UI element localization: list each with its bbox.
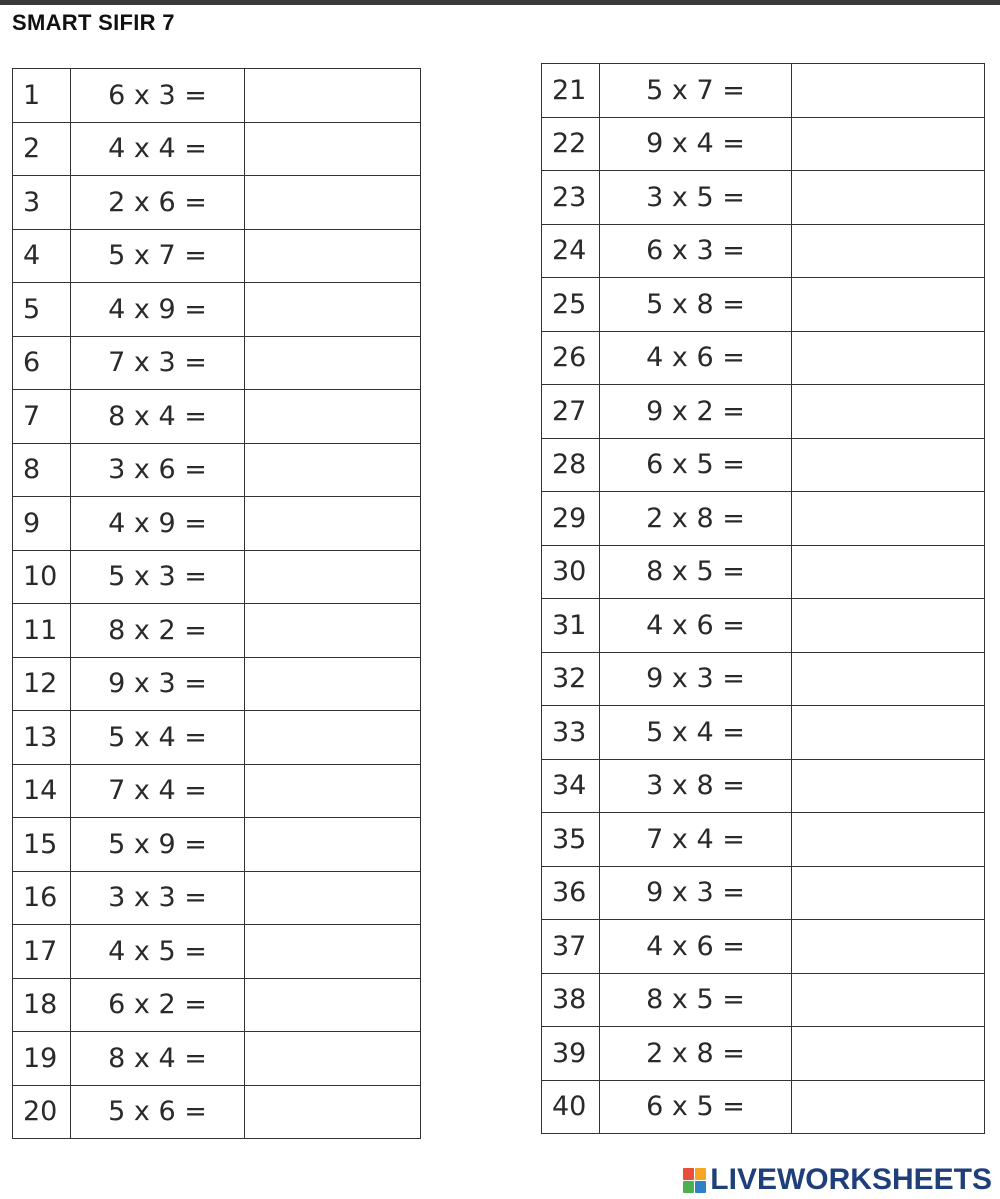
question-text: 8 x 4 =	[71, 390, 245, 444]
question-number: 7	[13, 390, 71, 444]
answer-field[interactable]	[245, 764, 421, 818]
answer-field[interactable]	[245, 69, 421, 123]
question-number: 8	[13, 443, 71, 497]
answer-field[interactable]	[792, 545, 985, 599]
worksheet-title: SMART SIFIR 7	[12, 10, 175, 35]
question-number: 9	[13, 497, 71, 551]
questions-table-left	[12, 68, 421, 1139]
top-border	[0, 0, 1000, 5]
question-text: 4 x 5 =	[71, 925, 245, 979]
question-text: 5 x 8 =	[600, 278, 792, 332]
question-text: 3 x 6 =	[71, 443, 245, 497]
question-text: 5 x 7 =	[600, 64, 792, 118]
question-text: 4 x 9 =	[71, 497, 245, 551]
question-text: 2 x 8 =	[600, 1027, 792, 1081]
question-row	[13, 176, 421, 230]
question-row	[13, 497, 421, 551]
answer-field[interactable]	[792, 652, 985, 706]
question-row	[542, 759, 985, 813]
logo-square	[695, 1181, 706, 1193]
question-text: 8 x 4 =	[71, 1032, 245, 1086]
question-row	[542, 331, 985, 385]
question-row	[542, 920, 985, 974]
question-row	[13, 390, 421, 444]
question-text: 5 x 7 =	[71, 229, 245, 283]
question-text: 5 x 4 =	[600, 706, 792, 760]
question-row	[13, 711, 421, 765]
question-number: 2	[13, 122, 71, 176]
question-number: 15	[13, 818, 71, 872]
question-text: 5 x 9 =	[71, 818, 245, 872]
question-text: 6 x 3 =	[71, 69, 245, 123]
question-row	[542, 278, 985, 332]
question-number: 12	[13, 657, 71, 711]
question-number: 37	[542, 920, 600, 974]
question-text: 3 x 8 =	[600, 759, 792, 813]
logo-square	[683, 1168, 694, 1180]
question-row	[542, 813, 985, 867]
answer-field[interactable]	[792, 64, 985, 118]
question-row	[13, 871, 421, 925]
question-number: 25	[542, 278, 600, 332]
question-row	[542, 706, 985, 760]
answer-field[interactable]	[245, 925, 421, 979]
answer-field[interactable]	[245, 871, 421, 925]
question-text: 2 x 8 =	[600, 492, 792, 546]
question-row	[542, 973, 985, 1027]
question-text: 8 x 2 =	[71, 604, 245, 658]
question-text: 4 x 6 =	[600, 599, 792, 653]
question-text: 6 x 2 =	[71, 978, 245, 1032]
question-number: 14	[13, 764, 71, 818]
question-number: 3	[13, 176, 71, 230]
question-row	[13, 550, 421, 604]
question-row	[13, 122, 421, 176]
question-number: 5	[13, 283, 71, 337]
question-number: 4	[13, 229, 71, 283]
question-row	[13, 1032, 421, 1086]
answer-field[interactable]	[245, 818, 421, 872]
answer-field[interactable]	[792, 599, 985, 653]
question-number: 18	[13, 978, 71, 1032]
question-number: 31	[542, 599, 600, 653]
question-text: 9 x 3 =	[600, 866, 792, 920]
question-row	[542, 64, 985, 118]
answer-field[interactable]	[245, 336, 421, 390]
question-number: 35	[542, 813, 600, 867]
question-number: 39	[542, 1027, 600, 1081]
question-number: 6	[13, 336, 71, 390]
answer-field[interactable]	[245, 657, 421, 711]
question-text: 6 x 3 =	[600, 224, 792, 278]
question-row	[542, 545, 985, 599]
brand-text: LIVEWORKSHEETS	[710, 1163, 992, 1196]
question-text: 7 x 3 =	[71, 336, 245, 390]
question-text: 3 x 3 =	[71, 871, 245, 925]
answer-field[interactable]	[792, 866, 985, 920]
question-number: 19	[13, 1032, 71, 1086]
question-text: 5 x 3 =	[71, 550, 245, 604]
question-number: 1	[13, 69, 71, 123]
answer-field[interactable]	[792, 224, 985, 278]
question-row	[13, 978, 421, 1032]
question-number: 16	[13, 871, 71, 925]
answer-field[interactable]	[245, 1032, 421, 1086]
answer-field[interactable]	[245, 711, 421, 765]
question-number: 40	[542, 1080, 600, 1134]
question-text: 9 x 3 =	[600, 652, 792, 706]
logo-square	[695, 1168, 706, 1180]
question-number: 32	[542, 652, 600, 706]
question-number: 17	[13, 925, 71, 979]
question-number: 27	[542, 385, 600, 439]
logo-square	[683, 1181, 694, 1193]
question-text: 4 x 6 =	[600, 331, 792, 385]
question-row	[542, 652, 985, 706]
question-text: 9 x 4 =	[600, 117, 792, 171]
question-number: 23	[542, 171, 600, 225]
question-row	[542, 171, 985, 225]
answer-field[interactable]	[245, 1085, 421, 1139]
answer-field[interactable]	[245, 443, 421, 497]
question-row	[542, 1080, 985, 1134]
question-row	[13, 443, 421, 497]
answer-field[interactable]	[792, 331, 985, 385]
answer-field[interactable]	[245, 550, 421, 604]
question-row	[13, 283, 421, 337]
question-text: 4 x 6 =	[600, 920, 792, 974]
questions-table-right	[541, 63, 985, 1134]
answer-field[interactable]	[245, 283, 421, 337]
question-text: 8 x 5 =	[600, 545, 792, 599]
answer-field[interactable]	[245, 497, 421, 551]
question-number: 38	[542, 973, 600, 1027]
answer-field[interactable]	[792, 1027, 985, 1081]
answer-field[interactable]	[792, 278, 985, 332]
answer-field[interactable]	[792, 1080, 985, 1134]
answer-field[interactable]	[792, 171, 985, 225]
question-text: 7 x 4 =	[600, 813, 792, 867]
question-row	[542, 385, 985, 439]
answer-field[interactable]	[792, 385, 985, 439]
question-row	[13, 69, 421, 123]
liveworksheets-logo-icon	[683, 1168, 706, 1193]
question-row	[542, 492, 985, 546]
question-text: 4 x 9 =	[71, 283, 245, 337]
question-number: 36	[542, 866, 600, 920]
question-row	[13, 764, 421, 818]
question-number: 11	[13, 604, 71, 658]
answer-field[interactable]	[792, 438, 985, 492]
question-number: 28	[542, 438, 600, 492]
question-number: 26	[542, 331, 600, 385]
question-number: 22	[542, 117, 600, 171]
answer-field[interactable]	[245, 122, 421, 176]
answer-field[interactable]	[792, 492, 985, 546]
question-row	[13, 818, 421, 872]
question-row	[13, 657, 421, 711]
question-text: 6 x 5 =	[600, 1080, 792, 1134]
question-number: 29	[542, 492, 600, 546]
question-text: 9 x 2 =	[600, 385, 792, 439]
liveworksheets-brand	[683, 1163, 992, 1197]
answer-field[interactable]	[245, 229, 421, 283]
question-row	[542, 866, 985, 920]
question-row	[542, 1027, 985, 1081]
question-number: 33	[542, 706, 600, 760]
question-number: 20	[13, 1085, 71, 1139]
question-text: 5 x 6 =	[71, 1085, 245, 1139]
answer-field[interactable]	[245, 176, 421, 230]
answer-field[interactable]	[245, 604, 421, 658]
answer-field[interactable]	[245, 390, 421, 444]
question-number: 24	[542, 224, 600, 278]
question-row	[542, 117, 985, 171]
question-text: 6 x 5 =	[600, 438, 792, 492]
question-row	[542, 599, 985, 653]
question-row	[13, 229, 421, 283]
question-number: 10	[13, 550, 71, 604]
question-row	[13, 925, 421, 979]
answer-field[interactable]	[245, 978, 421, 1032]
question-row	[542, 224, 985, 278]
question-row	[13, 1085, 421, 1139]
question-row	[13, 604, 421, 658]
question-text: 8 x 5 =	[600, 973, 792, 1027]
question-row	[542, 438, 985, 492]
answer-field[interactable]	[792, 973, 985, 1027]
question-text: 2 x 6 =	[71, 176, 245, 230]
answer-field[interactable]	[792, 117, 985, 171]
question-number: 30	[542, 545, 600, 599]
question-number: 34	[542, 759, 600, 813]
question-text: 3 x 5 =	[600, 171, 792, 225]
question-text: 4 x 4 =	[71, 122, 245, 176]
question-text: 9 x 3 =	[71, 657, 245, 711]
answer-field[interactable]	[792, 813, 985, 867]
answer-field[interactable]	[792, 920, 985, 974]
question-number: 21	[542, 64, 600, 118]
question-row	[13, 336, 421, 390]
question-number: 13	[13, 711, 71, 765]
answer-field[interactable]	[792, 706, 985, 760]
question-text: 7 x 4 =	[71, 764, 245, 818]
question-text: 5 x 4 =	[71, 711, 245, 765]
answer-field[interactable]	[792, 759, 985, 813]
